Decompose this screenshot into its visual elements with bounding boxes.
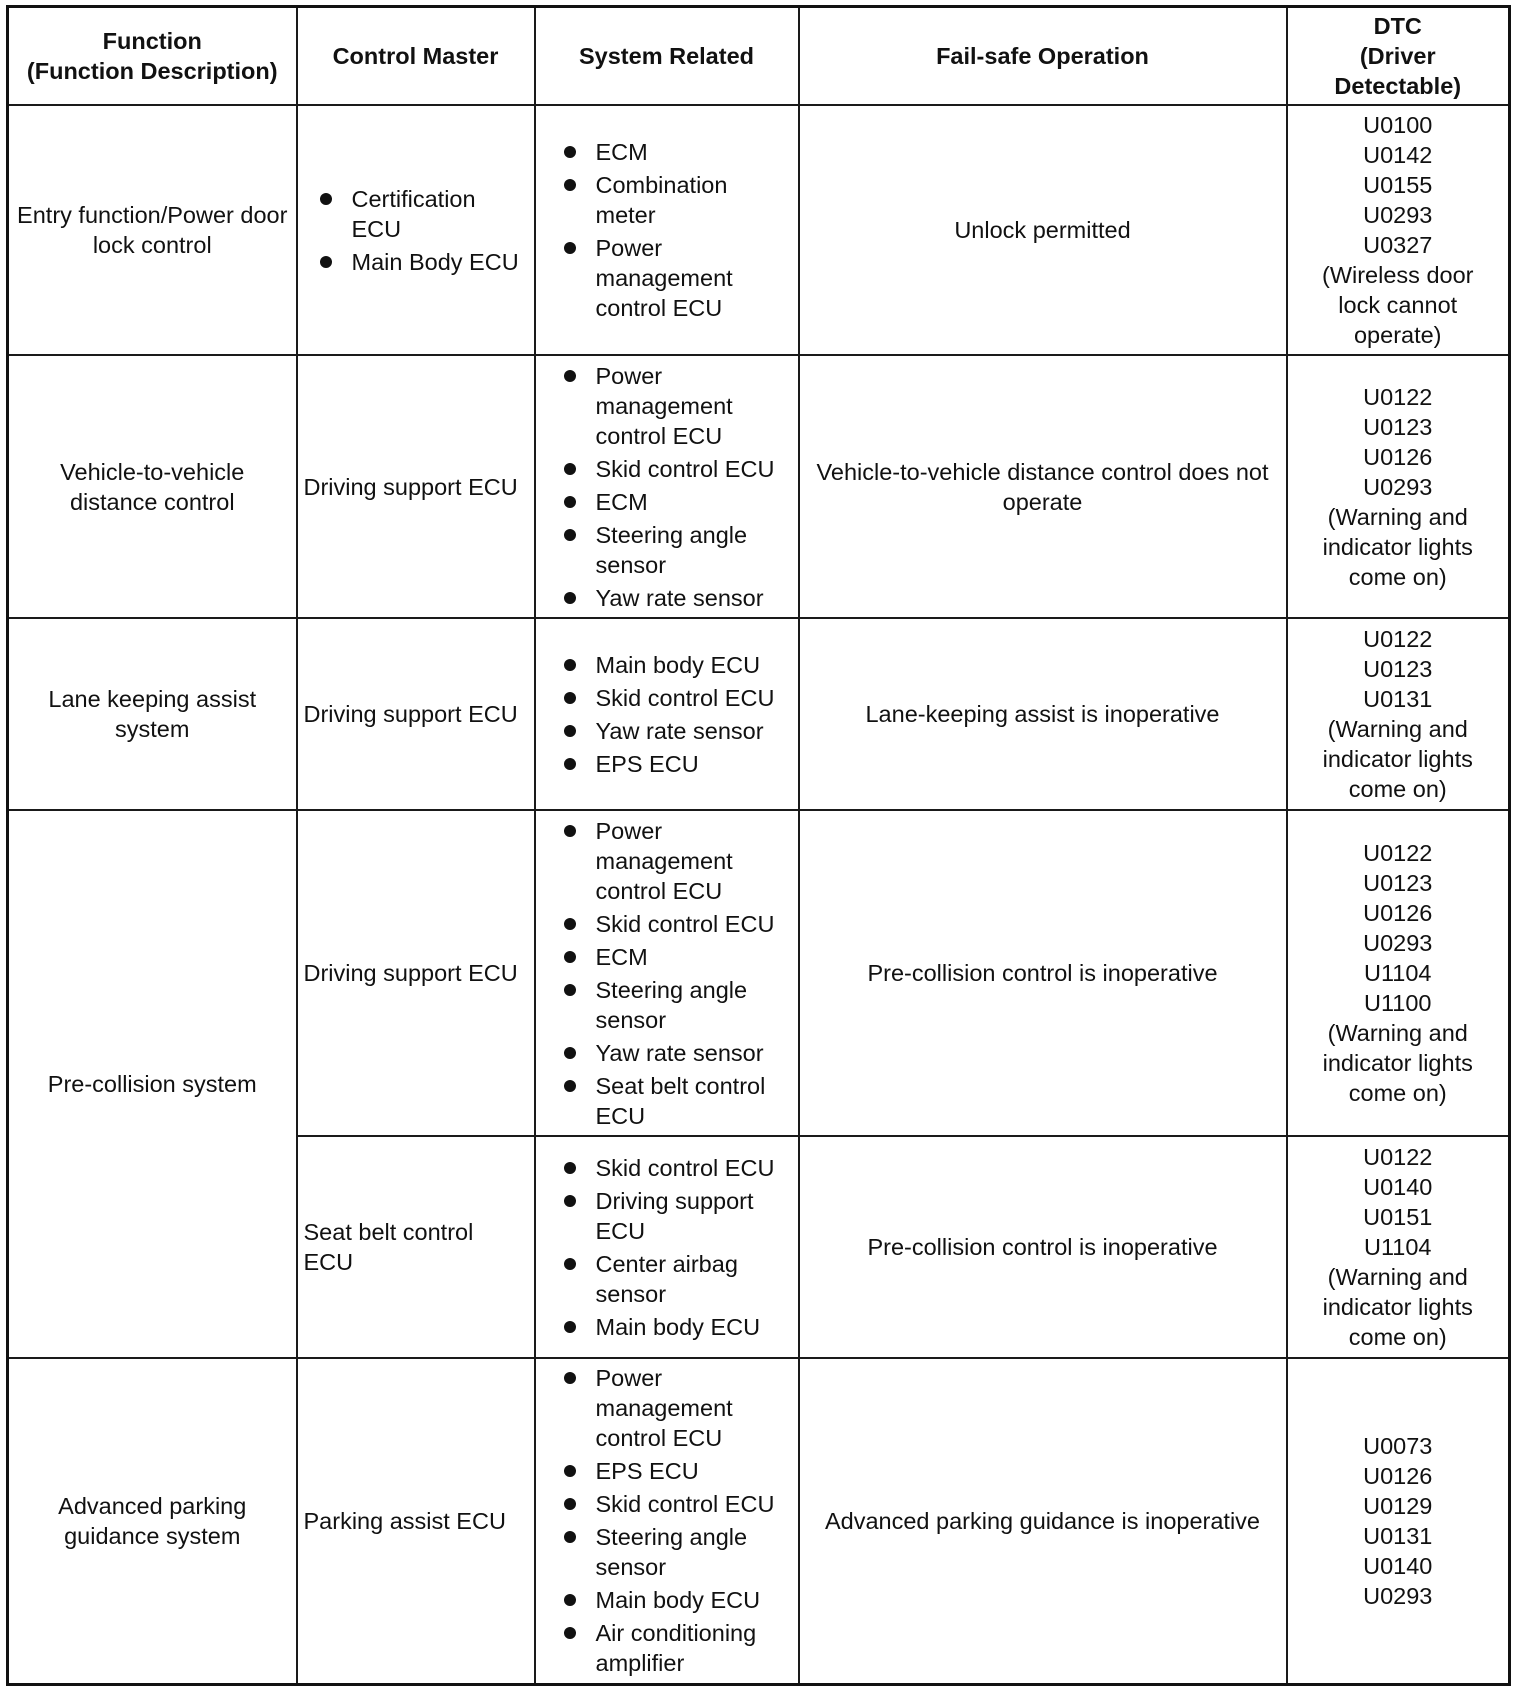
dtc-code: U0140 [1363, 1174, 1433, 1200]
control-master-cell: Parking assist ECU [297, 1358, 535, 1684]
header-failsafe: Fail-safe Operation [799, 7, 1287, 106]
dtc-code: U0126 [1363, 443, 1433, 470]
list-item: ECM [564, 942, 792, 972]
list-item: Yaw rate sensor [564, 583, 792, 613]
list-item: Power management control ECU [564, 1363, 792, 1453]
dtc-code: U0327 [1363, 232, 1433, 258]
system-related-cell [535, 355, 799, 618]
list-item: ECM [564, 487, 792, 517]
dtc-note: (Warning and indicator lights come on) [1322, 1264, 1473, 1350]
function-cell: Entry function/Power door lock control [8, 105, 297, 355]
header-function [8, 7, 297, 106]
list-item: Power management control ECU [564, 233, 792, 323]
table-row [8, 1358, 1510, 1684]
list-item: EPS ECU [564, 1456, 792, 1486]
system-related-cell [535, 618, 799, 810]
system-related-cell [535, 1358, 799, 1684]
dtc-code: U0122 [1363, 626, 1433, 652]
dtc-code: U0131 [1363, 686, 1433, 712]
dtc-cell [1287, 355, 1510, 618]
header-function-line2: (Function Description) [26, 58, 278, 84]
list-item: Skid control ECU [564, 1153, 792, 1183]
header-control-master: Control Master [297, 7, 535, 106]
list-item: Driving support ECU [564, 1186, 792, 1246]
list-item: Main body ECU [564, 1312, 792, 1342]
list-item: Skid control ECU [564, 1489, 792, 1519]
failsafe-cell: Lane-keeping assist is inoperative [799, 618, 1287, 810]
list-item: Seat belt control ECU [564, 1071, 792, 1131]
failsafe-cell: Advanced parking guidance is inoperative [799, 1358, 1287, 1684]
list-item: Main body ECU [564, 1585, 792, 1615]
list-item: Certification ECU [320, 184, 528, 244]
header-dtc-line1: DTC [1373, 13, 1422, 39]
dtc-code: U0100 [1363, 112, 1433, 138]
failsafe-cell: Vehicle-to-vehicle distance control does not operate [799, 355, 1287, 618]
dtc-code: U0126 [1363, 900, 1433, 926]
failsafe-cell: Pre-collision control is inoperative [799, 810, 1287, 1136]
table-row [8, 355, 1510, 618]
control-master-cell: Seat belt control ECU [297, 1136, 535, 1358]
header-dtc [1287, 7, 1510, 106]
header-function-line1: Function [102, 28, 202, 54]
dtc-code: U0142 [1363, 142, 1433, 168]
list-item: Power management control ECU [564, 816, 792, 906]
dtc-code: U0122 [1363, 1144, 1433, 1170]
system-related-cell [535, 1136, 799, 1358]
list-item: Main body ECU [564, 650, 792, 680]
dtc-code: U0073 [1363, 1432, 1433, 1459]
system-related-list [542, 816, 792, 1131]
list-item: Center airbag sensor [564, 1249, 792, 1309]
list-item: ECM [564, 137, 792, 167]
list-item: Skid control ECU [564, 683, 792, 713]
system-related-list [542, 137, 792, 323]
system-related-list [542, 1153, 792, 1342]
dtc-code: U0126 [1363, 1462, 1433, 1489]
control-master-list [304, 184, 528, 277]
control-master-cell: Driving support ECU [297, 618, 535, 810]
dtc-code: U1100 [1363, 990, 1432, 1016]
dtc-code: U0151 [1363, 1204, 1433, 1230]
fail-safe-table [6, 5, 1511, 1686]
dtc-cell [1287, 105, 1510, 355]
dtc-code: U0123 [1363, 656, 1433, 682]
control-master-cell [297, 105, 535, 355]
list-item: Combination meter [564, 170, 792, 230]
dtc-code: U0293 [1363, 202, 1433, 228]
list-item: EPS ECU [564, 749, 792, 779]
table-row [8, 618, 1510, 810]
list-item: Yaw rate sensor [564, 716, 792, 746]
dtc-cell [1287, 810, 1510, 1136]
system-related-list [542, 361, 792, 613]
header-row [8, 7, 1510, 106]
dtc-code: U0122 [1363, 840, 1433, 866]
system-related-list [542, 650, 792, 779]
dtc-code: U0123 [1363, 870, 1433, 896]
dtc-cell [1287, 1136, 1510, 1358]
dtc-code: U0140 [1363, 1552, 1433, 1579]
header-dtc-line2: (Driver [1359, 43, 1436, 69]
dtc-code: U1104 [1363, 960, 1432, 986]
list-item: Skid control ECU [564, 454, 792, 484]
list-item: Skid control ECU [564, 909, 792, 939]
dtc-code: U0293 [1363, 1582, 1433, 1609]
dtc-cell [1287, 618, 1510, 810]
system-related-list [542, 1363, 792, 1678]
dtc-note: (Warning and indicator lights come on) [1322, 503, 1473, 590]
function-cell: Advanced parking guidance system [8, 1358, 297, 1684]
dtc-code: U0293 [1363, 473, 1433, 500]
table-row [8, 105, 1510, 355]
function-cell: Lane keeping assist system [8, 618, 297, 810]
dtc-code: U0122 [1363, 383, 1433, 410]
list-item: Steering angle sensor [564, 520, 792, 580]
system-related-cell [535, 810, 799, 1136]
list-item: Yaw rate sensor [564, 1038, 792, 1068]
table-wrapper [6, 5, 1511, 1686]
list-item: Steering angle sensor [564, 975, 792, 1035]
list-item: Main Body ECU [320, 247, 528, 277]
dtc-code: U1104 [1363, 1234, 1432, 1260]
dtc-cell [1287, 1358, 1510, 1684]
function-cell: Pre-collision system [8, 810, 297, 1358]
dtc-code: U0123 [1363, 413, 1433, 440]
system-related-cell [535, 105, 799, 355]
control-master-cell: Driving support ECU [297, 355, 535, 618]
control-master-cell: Driving support ECU [297, 810, 535, 1136]
list-item: Air conditioning amplifier [564, 1618, 792, 1678]
dtc-code: U0131 [1363, 1522, 1433, 1549]
header-dtc-line3: Detectable) [1334, 73, 1462, 99]
list-item: Steering angle sensor [564, 1522, 792, 1582]
dtc-code: U0293 [1363, 930, 1433, 956]
header-system-related: System Related [535, 7, 799, 106]
dtc-note: (Wireless door lock cannot operate) [1322, 262, 1474, 348]
dtc-code: U0129 [1363, 1492, 1433, 1519]
list-item: Power management control ECU [564, 361, 792, 451]
table-row [8, 810, 1510, 1136]
dtc-note: (Warning and indicator lights come on) [1322, 716, 1473, 802]
failsafe-cell: Unlock permitted [799, 105, 1287, 355]
dtc-note: (Warning and indicator lights come on) [1322, 1020, 1473, 1106]
function-cell: Vehicle-to-vehicle distance control [8, 355, 297, 618]
dtc-code: U0155 [1363, 172, 1433, 198]
failsafe-cell: Pre-collision control is inoperative [799, 1136, 1287, 1358]
